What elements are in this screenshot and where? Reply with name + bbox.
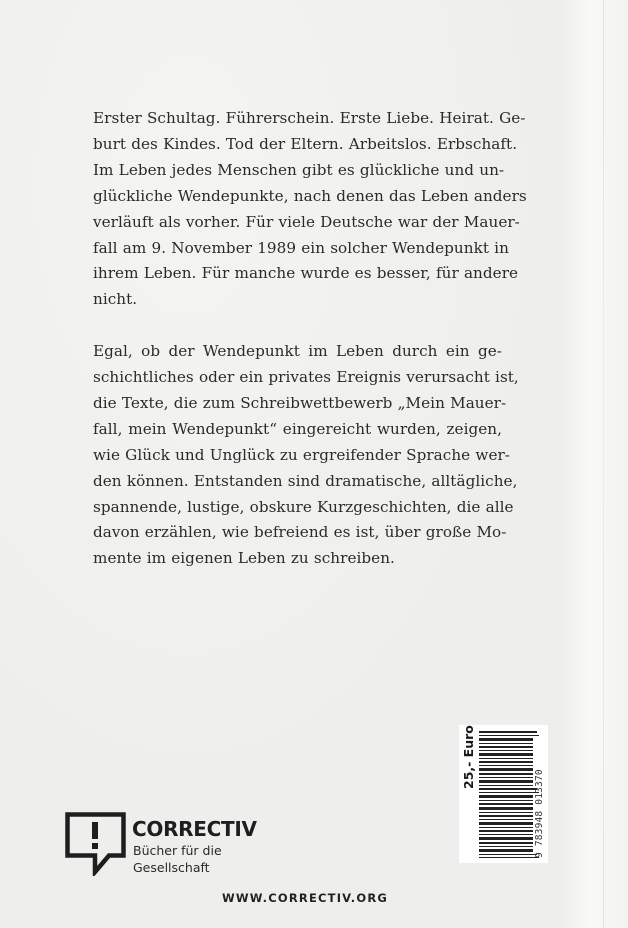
text-line: ihrem Leben. Für manche wurde es besser, für andere (93, 264, 519, 283)
blurb-paragraph-1 (93, 106, 527, 313)
text-line: burt des Kindes. Tod der Eltern. Arbeitslos. Erbschaft. (93, 134, 518, 153)
text-line: den können. Entstanden sind dramatische, alltägliche, (93, 471, 518, 490)
blurb-text (93, 106, 527, 572)
text-line: glückliche Wendepunkte, nach denen das Leben anders (93, 186, 527, 205)
text-line: mente im eigenen Leben zu schreiben. (93, 549, 395, 568)
text-line: Erster Schultag. Führerschein. Erste Liebe. Heirat. Ge- (93, 109, 526, 127)
tagline-line-2: Gesellschaft (133, 859, 210, 875)
text-line: schichtliches oder ein privates Ereignis verursacht ist, (93, 368, 519, 387)
barcode-icon (479, 731, 539, 858)
blurb-paragraph-2 (93, 339, 519, 572)
publisher-tagline (133, 843, 222, 876)
price-text: 25,- Euro (461, 725, 476, 789)
text-line: wie Glück und Unglück zu ergreifender Sprache wer- (93, 445, 510, 464)
text-line: verläuft als vorher. Für viele Deutsche war der Mauer- (93, 212, 520, 231)
publisher-logo (65, 812, 265, 882)
text-line: Egal, ob der Wendepunkt im Leben durch ein ge- (93, 342, 502, 361)
text-line: fall am 9. November 1989 ein solcher Wendepunkt in (93, 238, 509, 257)
price-label (459, 725, 479, 795)
isbn-number: 9 783948 013370 (534, 769, 545, 858)
text-line: Im Leben jedes Menschen gibt es glückliche und un- (93, 160, 505, 179)
text-line: spannende, lustige, obskure Kurzgeschichten, die alle (93, 497, 514, 516)
text-line: nicht. (93, 290, 138, 309)
publisher-website: WWW.CORRECTIV.ORG (221, 891, 389, 905)
spine-edge (603, 0, 604, 928)
publisher-name: CORRECTIV (132, 817, 257, 841)
text-line: fall, mein Wendepunkt“ eingereicht wurden, zeigen, (93, 419, 502, 438)
text-line: davon erzählen, wie befreiend es ist, über große Mo- (93, 523, 507, 542)
speech-bubble-exclamation-icon (65, 812, 127, 876)
text-line: die Texte, die zum Schreibwettbewerb „Mein Mauer- (93, 393, 507, 412)
tagline-line-1: Bücher für die (133, 843, 222, 858)
